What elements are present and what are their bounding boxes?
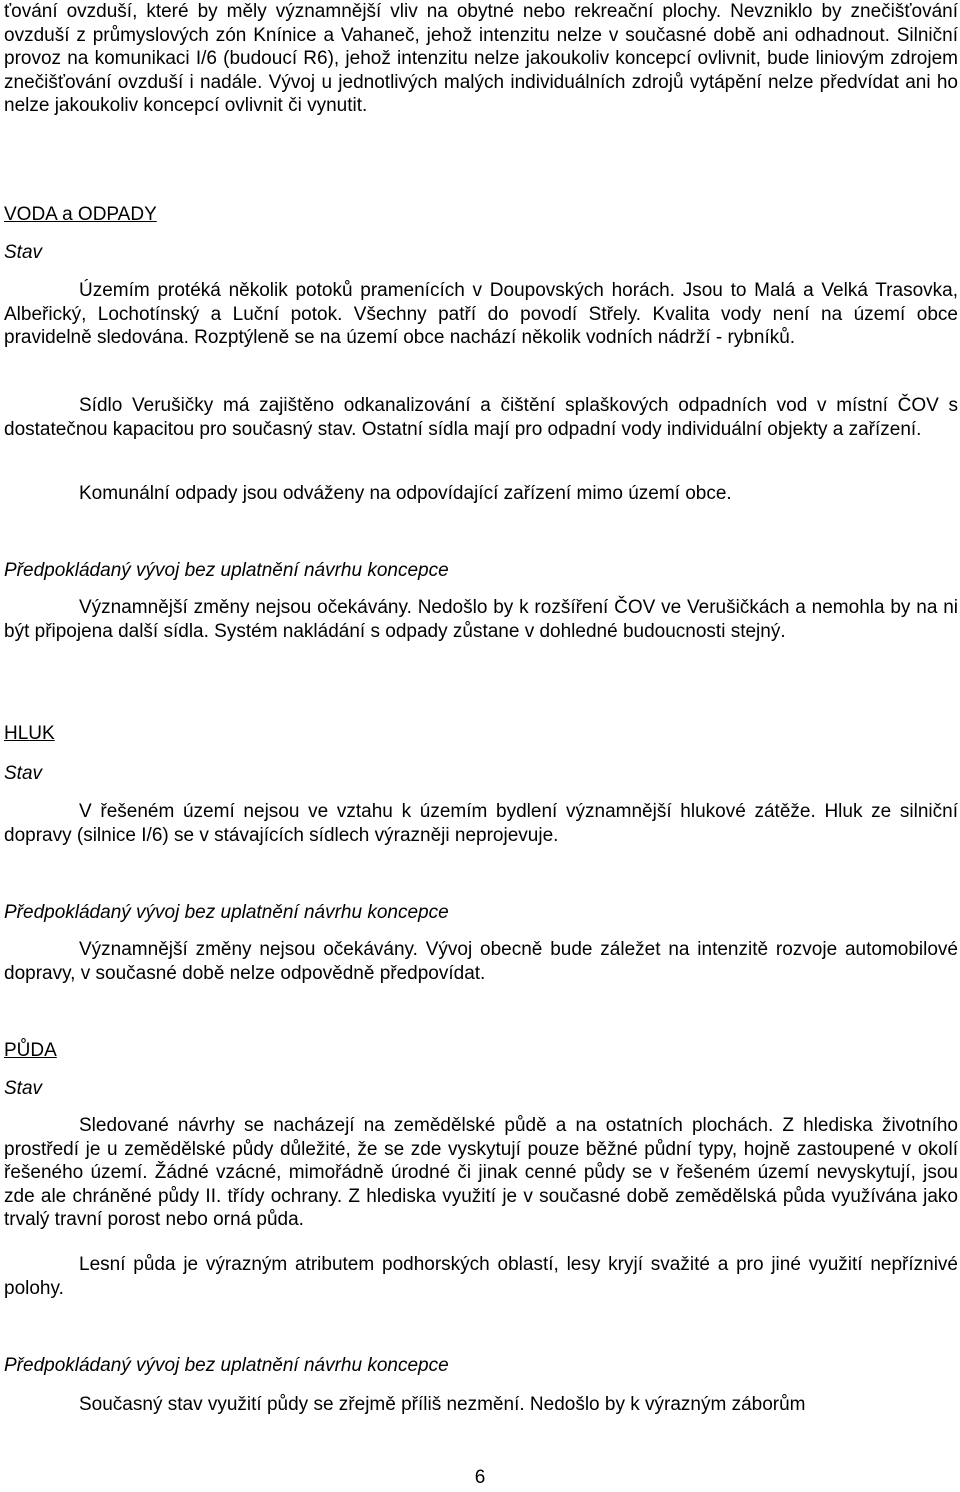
section-heading-puda: PŮDA	[4, 1040, 57, 1061]
paragraph: Současný stav využití půdy se zřejmě příliš nezmění. Nedošlo by k výrazným záborům	[79, 1394, 806, 1415]
paragraph: Lesní půda je výrazným atributem podhorských oblastí, lesy kryjí svažité a pro jiné využití nepříznivé polohy.	[4, 1254, 958, 1299]
paragraph: Územím protéká několik potoků pramenících v Doupovských horách. Jsou to Malá a Velká Trasovka, Albeřický, Lochotínský a Luční potok. Všechny patří do povodí Střely. Kvalita vody není na území obce pravidelně sledována. Rozptýleně se na území obce nachází několik vodních nádrží - rybníků.	[4, 280, 958, 348]
paragraph: Významnější změny nejsou očekávány. Nedošlo by k rozšíření ČOV ve Verušičkách a nemohla by na ni být připojena další sídla. Systém nakládání s odpady zůstane v dohledné budoucnosti stejný.	[4, 597, 958, 642]
paragraph: Významnější změny nejsou očekávány. Vývoj obecně bude záležet na intenzitě rozvoje automobilové dopravy, v současné době nelze odpovědně předpovídat.	[4, 939, 958, 984]
section-heading-hluk: HLUK	[4, 723, 55, 744]
subheading-vyvoj: Předpokládaný vývoj bez uplatnění návrhu koncepce	[4, 902, 449, 923]
intro-paragraph: ťování ovzduší, které by měly významnější vliv na obytné nebo rekreační plochy. Nevzniklo by znečišťování ovzduší z průmyslových zón Knínice a Vahaneč, jehož intenzitu nelze v současné době ani odhadnout. Silniční provoz na komunikaci I/6 (budoucí R6), jehož intenzitu nelze jakoukoliv koncepcí ovlivnit, bude liniovým zdrojem znečišťování ovzduší i nadále. Vývoj u jednotlivých malých individuálních zdrojů vytápění nelze předvídat ani ho nelze jakoukoliv koncepcí ovlivnit či vynutit.	[4, 1, 958, 116]
paragraph: Sledované návrhy se nacházejí na zemědělské půdě a na ostatních plochách. Z hlediska životního prostředí je u zemědělské půdy důležité, že se zde vyskytují pouze běžné půdní typy, hojně zastoupené v okolí řešeného území. Žádné vzácné, mimořádně úrodné či jinak cenné půdy se v řešeném území nevyskytují, jsou zde ale chráněné půdy II. třídy ochrany. Z hlediska využití je v současné době zemědělská půda využívána jako trvalý travní porost nebo orná půda.	[4, 1115, 958, 1230]
subheading-vyvoj: Předpokládaný vývoj bez uplatnění návrhu koncepce	[4, 560, 449, 581]
paragraph: V řešeném území nejsou ve vztahu k územím bydlení významnější hlukové zátěže. Hluk ze silniční dopravy (silnice I/6) se v stávajících sídlech výrazněji neprojevuje.	[4, 801, 958, 846]
subheading-vyvoj: Předpokládaný vývoj bez uplatnění návrhu koncepce	[4, 1355, 449, 1376]
subheading-stav: Stav	[4, 242, 43, 263]
subheading-stav: Stav	[4, 1078, 43, 1099]
paragraph: Sídlo Verušičky má zajištěno odkanalizování a čištění splaškových odpadních vod v místní ČOV s dostatečnou kapacitou pro současný stav. Ostatní sídla mají pro odpadní vody individuální objekty a zařízení.	[4, 395, 958, 440]
page-number: 6	[474, 1467, 486, 1488]
paragraph: Komunální odpady jsou odváženy na odpovídající zařízení mimo území obce.	[79, 483, 732, 504]
section-heading-voda: VODA a ODPADY	[4, 204, 157, 225]
subheading-stav: Stav	[4, 763, 43, 784]
